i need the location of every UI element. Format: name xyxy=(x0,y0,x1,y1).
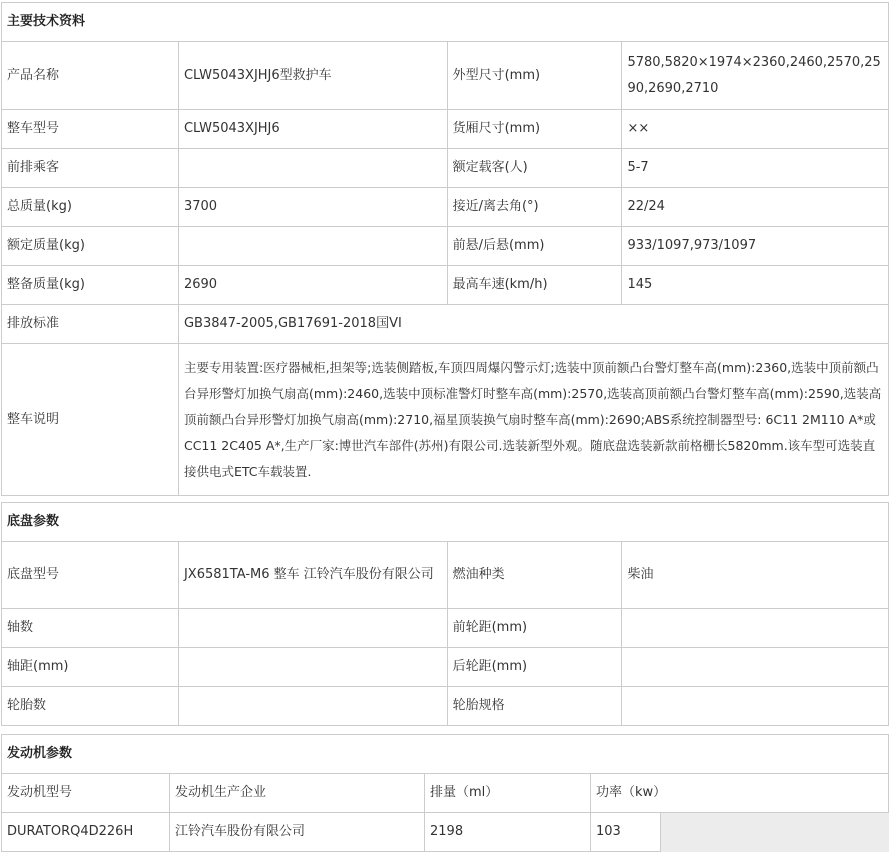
description-value: 主要专用装置:医疗器械柜,担架等;选装侧踏板,车顶四周爆闪警示灯;选装中顶前额凸台警灯整车高(mm):2360,选装中顶前额凸台异形警灯加换气扇高(mm):2460,选装中顶标准警灯时整车高(mm):2570,选装高顶前额凸台警灯整车高(mm):2590,选装高顶前额凸台异形警灯加换气扇高(mm):2710,福星顶装换气扇时整车高(mm):2690;ABS系统控制器型号: 6C11 2M110 A*或CC11 2C405 A*,生产厂家:博世汽车部件(苏州)有限公司.选装新型外观。随底盘选装新款前格栅长5820mm.该车型可选装直接供电式ETC车载装置. xyxy=(178,344,888,496)
tire-spec-value xyxy=(622,687,889,726)
tires-value xyxy=(178,687,447,726)
gross-mass-value: 3700 xyxy=(178,188,447,227)
rear-track-value xyxy=(622,648,889,687)
gross-mass-label: 总质量(kg) xyxy=(2,188,179,227)
engine-table xyxy=(1,734,889,852)
engine-section xyxy=(1,734,889,852)
curb-mass-value: 2690 xyxy=(178,266,447,305)
overhang-value: 933/1097,973/1097 xyxy=(622,227,889,266)
tires-label: 轮胎数 xyxy=(2,687,179,726)
rear-track-label: 后轮距(mm) xyxy=(447,648,622,687)
wheelbase-value xyxy=(178,648,447,687)
model-label: 整车型号 xyxy=(2,110,179,149)
main-specs-section xyxy=(1,2,889,496)
axles-value xyxy=(178,609,447,648)
chassis-model-label: 底盘型号 xyxy=(2,542,179,609)
angle-value: 22/24 xyxy=(622,188,889,227)
tire-spec-label: 轮胎规格 xyxy=(447,687,622,726)
engine-model-value: DURATORQ4D226H xyxy=(2,813,170,852)
emission-value: GB3847-2005,GB17691-2018国VI xyxy=(178,305,888,344)
chassis-table xyxy=(1,502,889,726)
rated-passengers-value: 5-7 xyxy=(622,149,889,188)
front-passengers-label: 前排乘客 xyxy=(2,149,179,188)
main-specs-table xyxy=(1,2,889,496)
cargo-value: ×× xyxy=(622,110,889,149)
engine-maker-value: 江铃汽车股份有限公司 xyxy=(170,813,425,852)
dimensions-label: 外型尺寸(mm) xyxy=(447,42,622,110)
product-name-label: 产品名称 xyxy=(2,42,179,110)
model-value: CLW5043XJHJ6 xyxy=(178,110,447,149)
product-name-value: CLW5043XJHJ6型救护车 xyxy=(178,42,447,110)
fuel-value: 柴油 xyxy=(622,542,889,609)
engine-maker-header: 发动机生产企业 xyxy=(170,774,425,813)
overhang-label: 前悬/后悬(mm) xyxy=(447,227,622,266)
max-speed-label: 最高车速(km/h) xyxy=(447,266,622,305)
rated-mass-label: 额定质量(kg) xyxy=(2,227,179,266)
engine-title: 发动机参数 xyxy=(2,735,889,774)
power-value: 103 xyxy=(591,813,661,852)
emission-label: 排放标准 xyxy=(2,305,179,344)
wheelbase-label: 轴距(mm) xyxy=(2,648,179,687)
fuel-label: 燃油种类 xyxy=(447,542,622,609)
front-track-value xyxy=(622,609,889,648)
chassis-model-value: JX6581TA-M6 整车 江铃汽车股份有限公司 xyxy=(178,542,447,609)
chassis-title: 底盘参数 xyxy=(2,503,889,542)
rated-passengers-label: 额定载客(人) xyxy=(447,149,622,188)
description-label: 整车说明 xyxy=(2,344,179,496)
curb-mass-label: 整备质量(kg) xyxy=(2,266,179,305)
displacement-value: 2198 xyxy=(425,813,591,852)
front-track-label: 前轮距(mm) xyxy=(447,609,622,648)
displacement-header: 排量（ml） xyxy=(425,774,591,813)
angle-label: 接近/离去角(°) xyxy=(447,188,622,227)
power-header: 功率（kw） xyxy=(591,774,889,813)
axles-label: 轴数 xyxy=(2,609,179,648)
rated-mass-value xyxy=(178,227,447,266)
max-speed-value: 145 xyxy=(622,266,889,305)
main-specs-title: 主要技术资料 xyxy=(2,3,889,42)
chassis-section xyxy=(1,502,889,726)
front-passengers-value xyxy=(178,149,447,188)
empty-gray-cell xyxy=(661,813,889,852)
cargo-label: 货厢尺寸(mm) xyxy=(447,110,622,149)
engine-model-header: 发动机型号 xyxy=(2,774,170,813)
dimensions-value: 5780,5820×1974×2360,2460,2570,2590,2690,2710 xyxy=(622,42,889,110)
